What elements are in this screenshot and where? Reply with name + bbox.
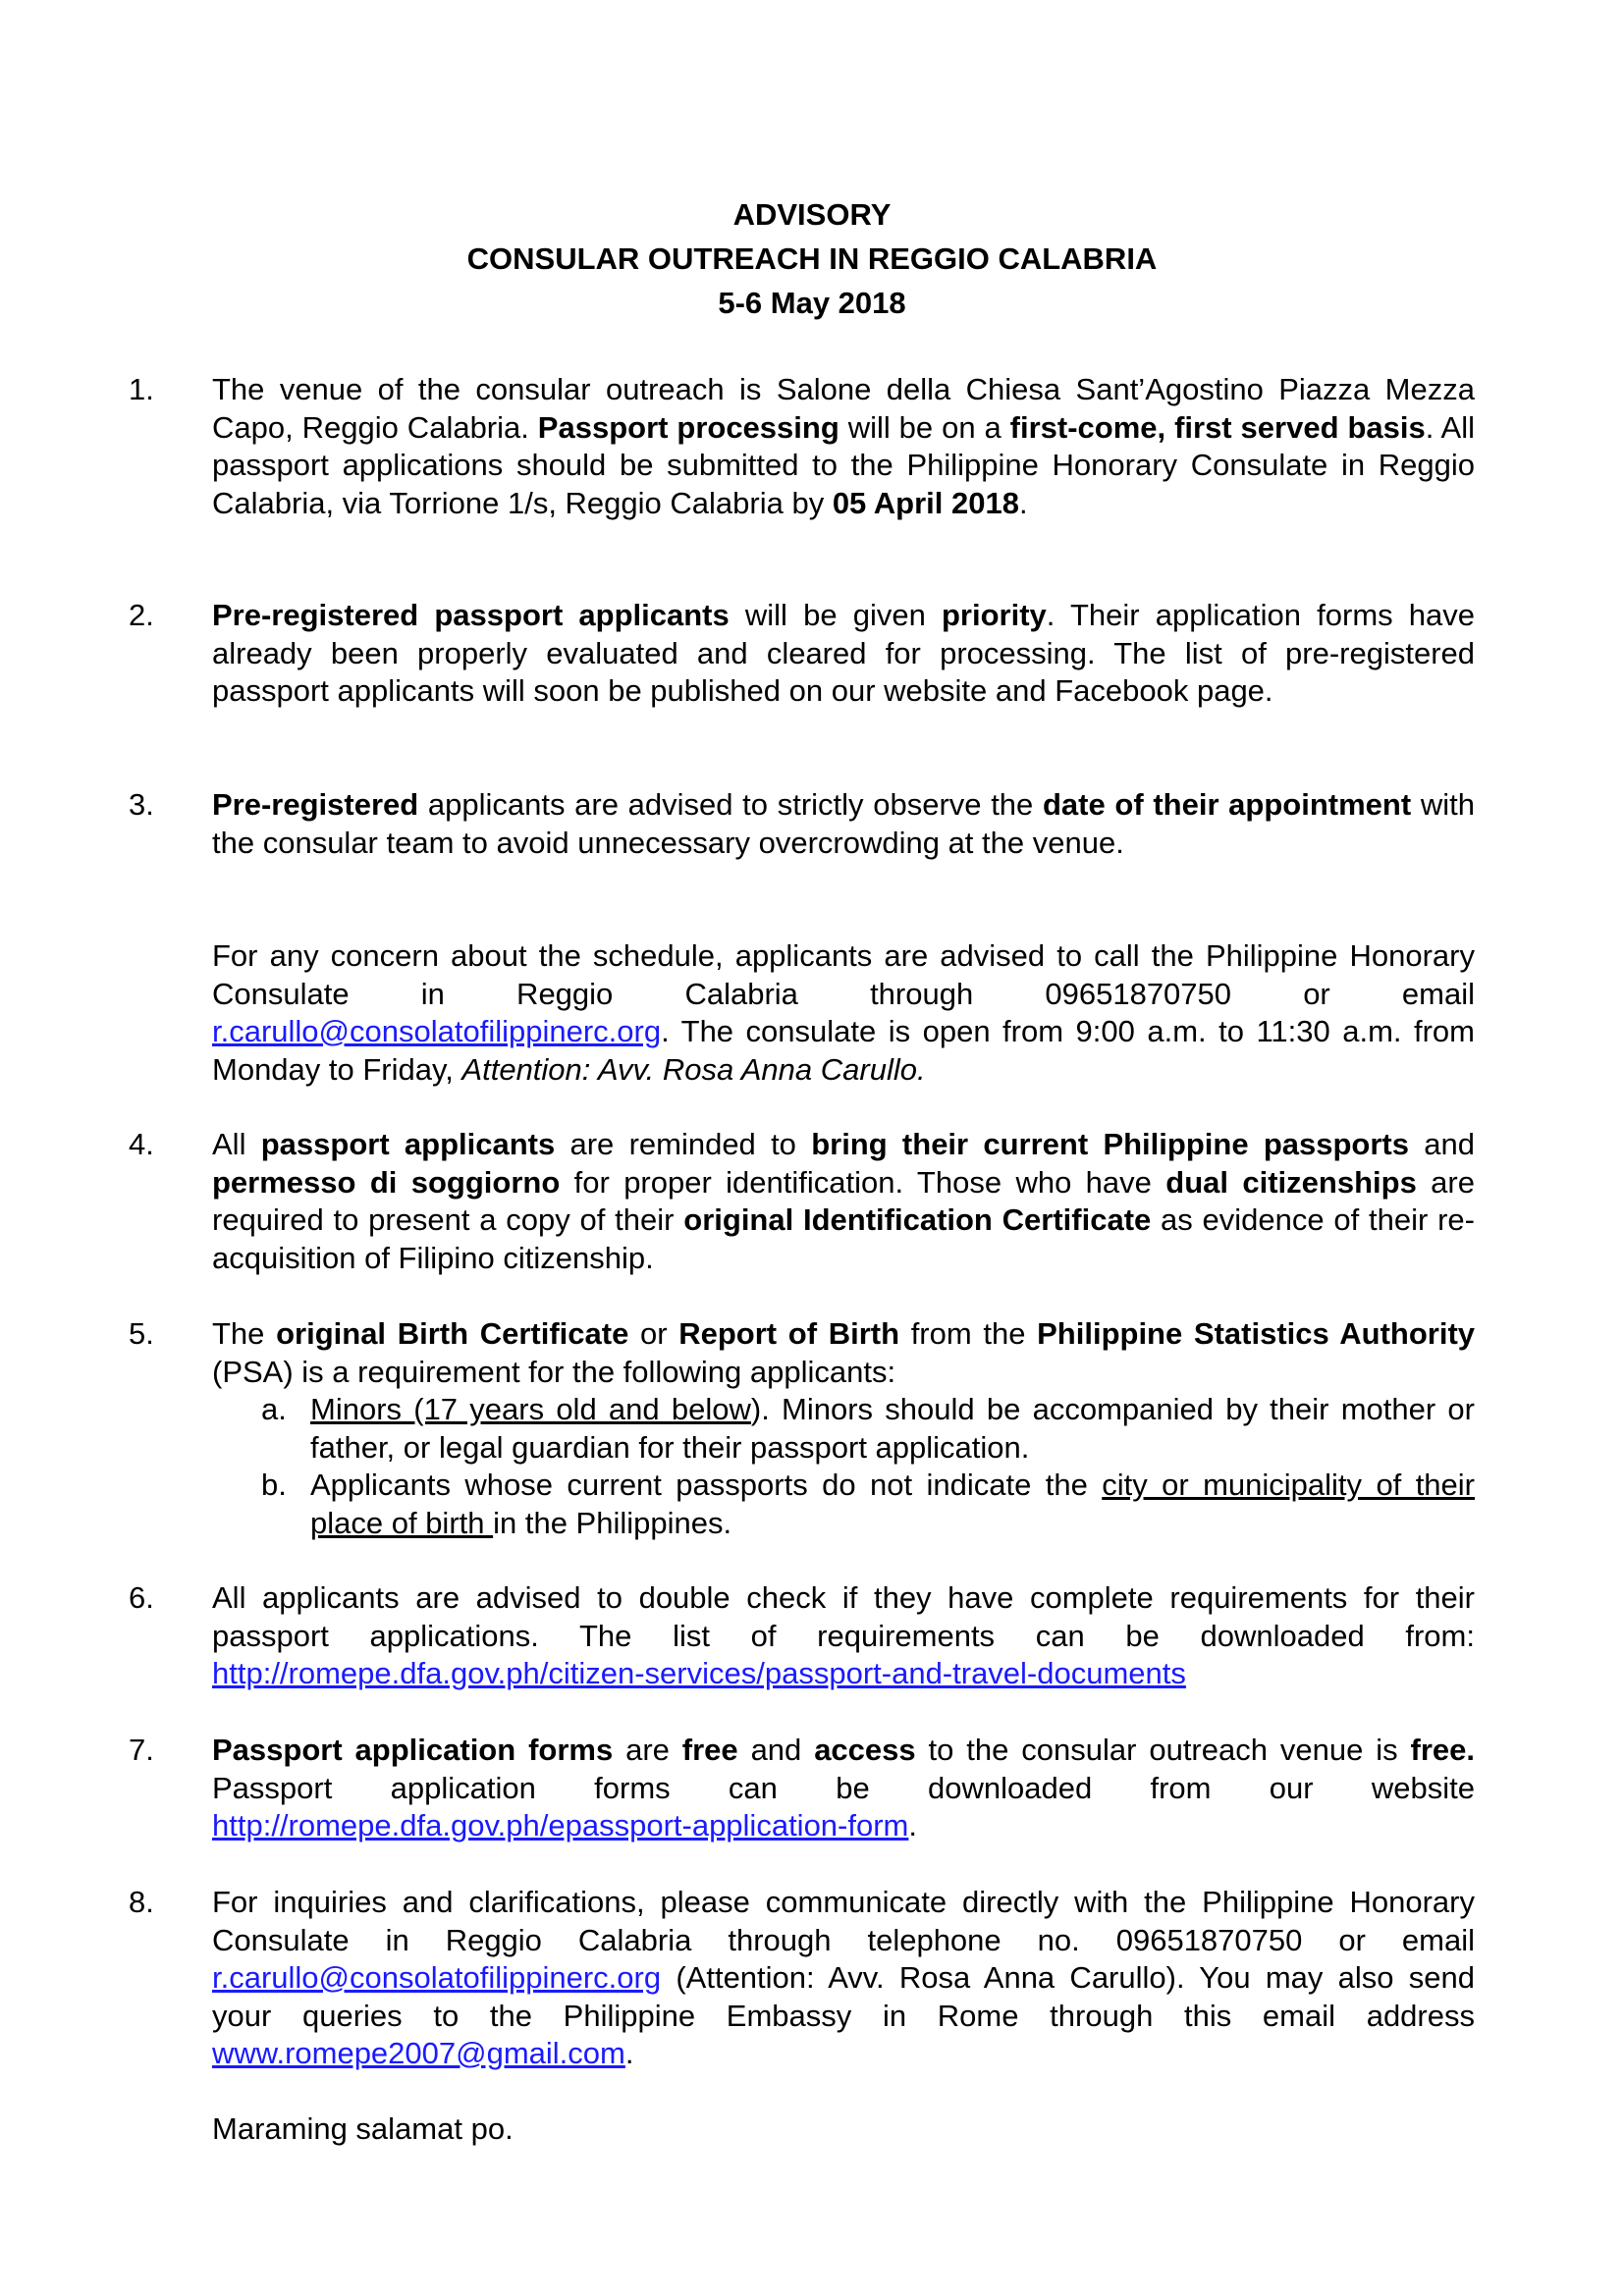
item-5a-letter: a. xyxy=(261,1392,287,1426)
item-7-number: 7. xyxy=(129,1733,154,1767)
header-date: 5-6 May 2018 xyxy=(718,286,906,320)
consulate-email-link-2[interactable]: r.carullo@consolatofilippinerc.org xyxy=(212,1960,662,1995)
document-header xyxy=(0,192,1624,325)
header-subtitle: CONSULAR OUTREACH IN REGGIO CALABRIA xyxy=(466,241,1158,276)
item-1-text: The venue of the consular outreach is Salone della Chiesa Sant’Agostino Piazza Mezza Capo, Reggio Calabria. Passport processing will be on a first-come, first served basis. All passport applications should be submitted to the Philippine Honorary Consulate in Reggio Calabria, via Torrione 1/s, Reggio Calabria by 05 April 2018. xyxy=(212,372,1475,520)
item-5b-letter: b. xyxy=(261,1468,287,1502)
item-3-number: 3. xyxy=(129,787,154,822)
embassy-email-link[interactable]: www.romepe2007@gmail.com xyxy=(212,2036,625,2070)
item-4-number: 4. xyxy=(129,1127,154,1161)
consulate-email-link[interactable]: r.carullo@consolatofilippinerc.org xyxy=(212,1014,662,1048)
item-8-text: For inquiries and clarifications, please communicate directly with the Philippine Honorary Consulate in Reggio Calabria through telephone no. 09651870750 or email r.carullo@consolatofilippinerc.org (Attention: Avv. Rosa Anna Carullo). You may also send your queries to the Philippine Embassy in Rome through this email address www.romepe2007@gmail.com. xyxy=(212,1885,1475,2070)
closing-line: Maraming salamat po. xyxy=(212,2111,514,2146)
header-title: ADVISORY xyxy=(732,197,892,232)
item-2-number: 2. xyxy=(129,598,154,632)
item-2-text: Pre-registered passport applicants will be given priority. Their application forms have already been properly evaluated and cleared for processing. The list of pre-registered passport applicants will soon be published on our website and Facebook page. xyxy=(212,598,1476,708)
item-4-text: All passport applicants are reminded to bring their current Philippine passports and permesso di soggiorno for proper identification. Those who have dual citizenships are required to present a copy of their original Identification Certificate as evidence of their re-acquisition of Filipino citizenship. xyxy=(212,1127,1475,1275)
item-6-number: 6. xyxy=(129,1580,154,1615)
application-form-link[interactable]: http://romepe.dfa.gov.ph/epassport-application-form xyxy=(212,1808,909,1842)
item-3-schedule-note: For any concern about the schedule, applicants are advised to call the Philippine Honorary Consulate in Reggio Calabria through 09651870750 or email r.carullo@consolatofilippinerc.org. The consulate is open from 9:00 a.m. to 11:30 a.m. from Monday to Friday, Attention: Avv. Rosa Anna Carullo. xyxy=(212,938,1475,1087)
item-5b-text: Applicants whose current passports do not indicate the city or municipality of their place of birth in the Philippines. xyxy=(310,1468,1475,1540)
item-8-number: 8. xyxy=(129,1885,154,1919)
requirements-link[interactable]: http://romepe.dfa.gov.ph/citizen-services/passport-and-travel-documents xyxy=(212,1656,1186,1690)
item-1-number: 1. xyxy=(129,372,154,406)
item-3-text: Pre-registered applicants are advised to strictly observe the date of their appointment with the consular team to avoid unnecessary overcrowding at the venue. xyxy=(212,787,1475,860)
item-5-text: The original Birth Certificate or Report of Birth from the Philippine Statistics Authority (PSA) is a requirement for the following applicants: xyxy=(212,1316,1476,1389)
item-6-text: All applicants are advised to double check if they have complete requirements for their passport applications. The list of requirements can be downloaded from: http://romepe.dfa.gov.ph/citizen-services/passport-and-travel-documents xyxy=(212,1580,1475,1690)
item-5a-text: Minors (17 years old and below). Minors should be accompanied by their mother or father, or legal guardian for their passport application. xyxy=(310,1392,1475,1465)
item-7-text: Passport application forms are free and access to the consular outreach venue is free. Passport application forms can be downloaded from our website http://romepe.dfa.gov.ph/epassport-application-form. xyxy=(212,1733,1475,1842)
item-5-number: 5. xyxy=(129,1316,154,1351)
